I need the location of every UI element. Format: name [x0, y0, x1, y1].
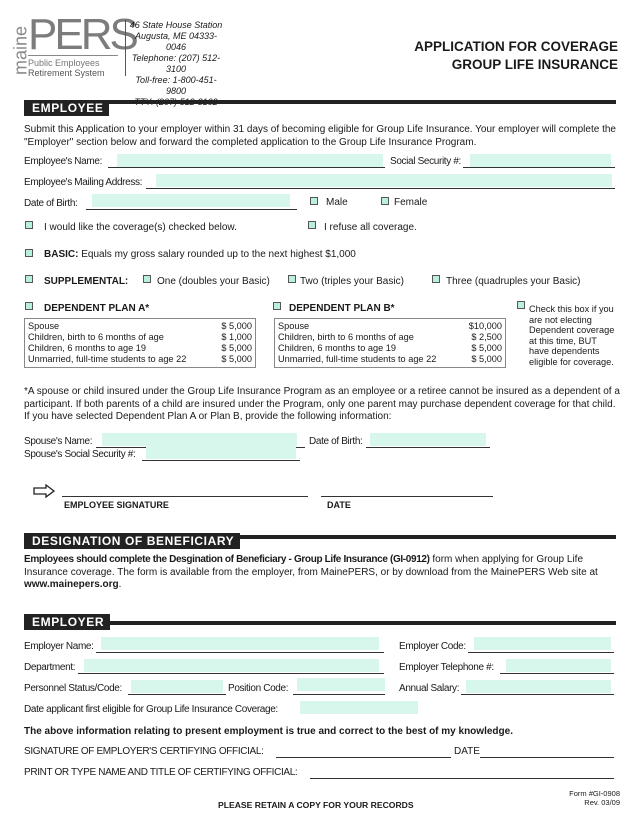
- supp-two-label: Two (triples your Basic): [300, 276, 404, 287]
- plan-a-row-label: Children, 6 months to age 19: [28, 343, 146, 353]
- address-line: Augusta, ME 04333-0046: [134, 31, 218, 52]
- address-line: Telephone: (207) 512-3100: [131, 53, 221, 74]
- basic-checkbox[interactable]: [25, 249, 33, 257]
- certifying-date-label: DATE: [454, 746, 480, 757]
- form-id: Form #GI-0908: [569, 789, 620, 798]
- employer-code-line: [468, 652, 614, 653]
- plan-b-row-value: $ 5,000: [471, 343, 502, 353]
- plan-b-row-label: Unmarried, full-time students to age 22: [278, 354, 437, 364]
- plan-b-table: [274, 318, 506, 368]
- logo-sub1: Public Employees: [28, 58, 100, 68]
- plan-a-row-value: $ 5,000: [221, 321, 252, 331]
- spouse-name-field[interactable]: [102, 433, 297, 446]
- employer-section-title: EMPLOYER: [24, 614, 110, 630]
- mailing-address-line: [146, 188, 615, 189]
- logo-rule: [28, 55, 118, 56]
- employee-name-line: [108, 167, 385, 168]
- annual-salary-field[interactable]: [466, 680, 611, 693]
- form-revision: Rev. 03/09: [584, 798, 620, 807]
- table-row: [278, 343, 502, 354]
- department-line: [78, 673, 384, 674]
- title-line: APPLICATION FOR COVERAGE: [414, 39, 618, 54]
- employee-section-rule: [24, 100, 616, 104]
- plan-a-title: DEPENDENT PLAN A*: [44, 303, 150, 314]
- title-line: GROUP LIFE INSURANCE: [451, 57, 618, 72]
- address-block: [128, 20, 224, 108]
- table-row: [278, 332, 502, 343]
- employer-code-field[interactable]: [474, 637, 611, 650]
- note-line: are not electing: [529, 314, 592, 325]
- no-dependents-checkbox[interactable]: [517, 301, 525, 309]
- spouse-name-label: Spouse's Name:: [24, 436, 93, 447]
- certifying-signature-line[interactable]: [276, 757, 451, 758]
- no-dependents-note: [529, 304, 623, 368]
- table-row: [278, 321, 502, 332]
- employee-name-label: Employee's Name:: [24, 156, 103, 167]
- female-label: Female: [394, 197, 428, 208]
- plan-b-checkbox[interactable]: [273, 302, 281, 310]
- address-line: 46 State House Station: [129, 20, 223, 30]
- plan-a-row-label: Spouse: [28, 321, 60, 331]
- note-line: have dependents: [529, 346, 600, 357]
- department-label: Department:: [24, 662, 76, 673]
- employee-signature-label: EMPLOYEE SIGNATURE: [64, 500, 169, 510]
- dob-label: Date of Birth:: [24, 198, 78, 209]
- plan-b-row-label: Children, birth to 6 months of age: [278, 332, 414, 342]
- certifying-name-label: PRINT OR TYPE NAME AND TITLE OF CERTIFYING OFFICIAL:: [24, 767, 298, 778]
- employee-name-field[interactable]: [117, 154, 383, 167]
- spouse-dob-field[interactable]: [370, 433, 486, 446]
- plan-a-table: [24, 318, 256, 368]
- table-row: [28, 332, 252, 343]
- employer-section-rule: [24, 621, 616, 625]
- spouse-ssn-label: Spouse's Social Security #:: [24, 449, 136, 460]
- plan-a-row-value: $ 5,000: [221, 343, 252, 353]
- plan-a-row-value: $ 1,000: [221, 332, 252, 342]
- employer-phone-label: Employer Telephone #:: [399, 662, 494, 673]
- spouse-dob-line: [366, 447, 490, 448]
- employee-intro: Submit this Application to your employer within 31 days of becoming eligible for Group Life Insurance. Your employer will complete the "Employer" section below and forward the completed application to the Group Life Insurance Program.: [24, 124, 616, 148]
- personnel-status-field[interactable]: [131, 680, 223, 693]
- annual-salary-label: Annual Salary:: [399, 683, 460, 694]
- certifying-date-line[interactable]: [480, 757, 614, 758]
- dob-line: [86, 209, 297, 210]
- logo-side-text: maine: [10, 25, 31, 76]
- signature-date-line[interactable]: [321, 496, 493, 497]
- plan-b-row-value: $ 5,000: [471, 354, 502, 364]
- employee-section-title: EMPLOYEE: [24, 100, 109, 116]
- retain-notice: PLEASE RETAIN A COPY FOR YOUR RECORDS: [218, 800, 414, 810]
- plan-a-checkbox[interactable]: [25, 302, 33, 310]
- table-row: [28, 321, 252, 332]
- beneficiary-end: .: [118, 579, 122, 590]
- refuse-coverage-label: I refuse all coverage.: [324, 222, 417, 233]
- basic-desc: Equals my gross salary rounded up to the next highest $1,000: [78, 249, 356, 260]
- dependent-footnote: *A spouse or child insured under the Group Life Insurance Program as an employee or a retiree cannot be insured as a dependent of a participant. If both parents of a child are insured under the Program, only one parent may purchase dependent coverage for that child. If you have selected Dependent Plan A or Plan B, provide the following information:: [24, 386, 620, 422]
- mailing-address-label: Employee's Mailing Address:: [24, 177, 143, 188]
- plan-a-row-label: Children, birth to 6 months of age: [28, 332, 164, 342]
- beneficiary-desc: form when applying for Group Life Insurance coverage. The form is available from the employer, from MainePERS, or by download from the MainePERS Web site at: [24, 554, 598, 578]
- date-eligible-label: Date applicant first eligible for Group Life Insurance Coverage:: [24, 704, 278, 715]
- table-row: [278, 354, 502, 365]
- certify-statement: The above information relating to present employment is true and correct to the best of my knowledge.: [24, 726, 513, 737]
- spouse-dob-label: Date of Birth:: [309, 436, 363, 447]
- personnel-status-label: Personnel Status/Code:: [24, 683, 122, 694]
- logo: [10, 10, 136, 80]
- department-field[interactable]: [84, 659, 379, 672]
- beneficiary-url[interactable]: www.mainepers.org: [24, 579, 119, 590]
- address-line: Toll-free: 1-800-451-9800: [135, 75, 217, 96]
- employer-name-label: Employer Name:: [24, 641, 94, 652]
- personnel-status-line: [128, 694, 226, 695]
- supp-three-checkbox[interactable]: [432, 275, 440, 283]
- logo-main-text: PERS: [28, 10, 136, 59]
- supplemental-checkbox[interactable]: [25, 275, 33, 283]
- form-number: [569, 789, 620, 807]
- beneficiary-form-ref: Employees should complete the Desgination of Beneficiary - Group Life Insurance (GI-0912): [24, 554, 430, 565]
- date-eligible-field[interactable]: [300, 701, 418, 714]
- logo-sub2: Retirement System: [28, 68, 105, 78]
- employer-name-line: [96, 652, 384, 653]
- ssn-line: [463, 167, 615, 168]
- employer-phone-line: [500, 673, 614, 674]
- supp-three-label: Three (quadruples your Basic): [446, 276, 581, 287]
- annual-salary-line: [461, 694, 614, 695]
- mailing-address-field[interactable]: [156, 174, 612, 187]
- supp-two-checkbox[interactable]: [288, 275, 296, 283]
- want-coverage-checkbox[interactable]: [25, 221, 33, 229]
- header-divider: [125, 20, 126, 76]
- position-code-label: Position Code:: [228, 683, 289, 694]
- male-label: Male: [326, 197, 348, 208]
- note-line: eligible for coverage.: [529, 356, 614, 367]
- spouse-ssn-field[interactable]: [146, 446, 296, 459]
- plan-a-row-label: Unmarried, full-time students to age 22: [28, 354, 187, 364]
- form-title: [414, 38, 618, 74]
- beneficiary-section-title: DESIGNATION OF BENEFICIARY: [24, 533, 240, 549]
- certifying-name-line[interactable]: [310, 778, 614, 779]
- note-line: at this time, BUT: [529, 335, 597, 346]
- employer-name-field[interactable]: [101, 637, 379, 650]
- plan-b-title: DEPENDENT PLAN B*: [289, 303, 395, 314]
- supp-one-label: One (doubles your Basic): [157, 276, 270, 287]
- plan-b-row-label: Children, 6 months to age 19: [278, 343, 396, 353]
- address-line: TTY: (207) 512-3102: [134, 97, 218, 107]
- male-checkbox[interactable]: [310, 197, 318, 205]
- plan-b-row-label: Spouse: [278, 321, 310, 331]
- table-row: [28, 354, 252, 365]
- female-checkbox[interactable]: [381, 197, 389, 205]
- refuse-coverage-checkbox[interactable]: [308, 221, 316, 229]
- want-coverage-label: I would like the coverage(s) checked below.: [44, 222, 237, 233]
- supp-one-checkbox[interactable]: [143, 275, 151, 283]
- ssn-label: Social Security #:: [390, 156, 461, 167]
- plan-a-row-value: $ 5,000: [221, 354, 252, 364]
- plan-b-row-value: $10,000: [468, 321, 502, 331]
- basic-label: BASIC:: [44, 249, 79, 260]
- certifying-signature-label: SIGNATURE OF EMPLOYER'S CERTIFYING OFFICIAL:: [24, 746, 264, 757]
- position-code-line: [293, 694, 385, 695]
- table-row: [28, 343, 252, 354]
- plan-b-row-value: $ 2,500: [471, 332, 502, 342]
- basic-option: [44, 249, 356, 260]
- supplemental-label: SUPPLEMENTAL:: [44, 276, 129, 287]
- arrow-icon: [33, 484, 55, 501]
- beneficiary-text: [24, 554, 622, 592]
- ssn-field[interactable]: [470, 154, 611, 167]
- employer-code-label: Employer Code:: [399, 641, 466, 652]
- note-line: Check this box if you: [529, 304, 614, 314]
- spouse-ssn-line: [142, 460, 300, 461]
- signature-date-label: DATE: [327, 500, 351, 510]
- employer-phone-field[interactable]: [506, 659, 611, 672]
- dob-field[interactable]: [92, 194, 290, 207]
- position-code-field[interactable]: [297, 678, 385, 691]
- note-line: Dependent coverage: [529, 325, 615, 336]
- employee-signature-line[interactable]: [62, 496, 308, 497]
